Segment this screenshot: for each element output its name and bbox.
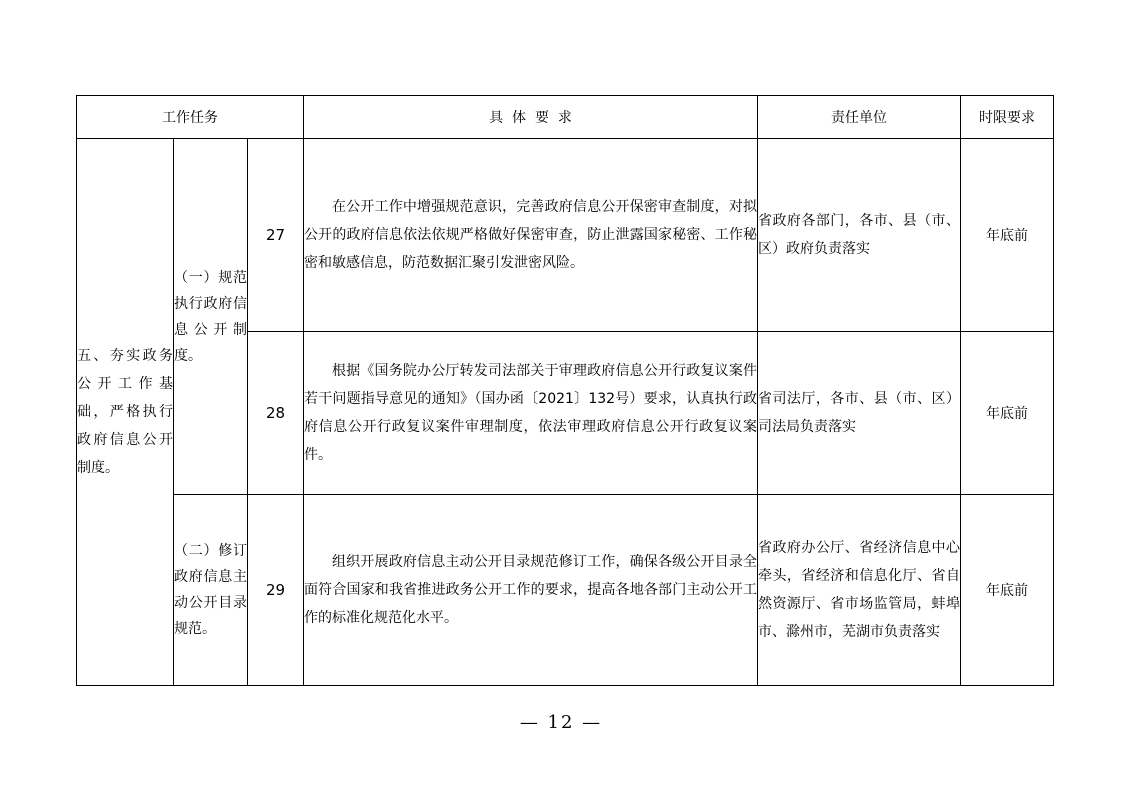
subtask-cell: （二）修订政府信息主动公开目录规范。 <box>174 495 248 686</box>
row-number: 28 <box>248 332 304 495</box>
header-unit: 责任单位 <box>758 96 961 139</box>
page-number: — 12 — <box>519 712 603 733</box>
requirement-text: 根据《国务院办公厅转发司法部关于审理政府信息公开行政复议案件若干问题指导意见的通知》（国办函〔2021〕132号）要求，认真执行政府信息公开行政复议案件审理制度，依法审理政府信息公开行政复议案件。 <box>304 363 757 463</box>
header-task: 工作任务 <box>77 96 304 139</box>
subtask-cell: （一）规范执行政府信息公开制度。 <box>174 139 248 495</box>
requirement-cell <box>304 332 758 495</box>
deadline-cell: 年底前 <box>961 495 1054 686</box>
unit-cell: 省政府各部门，各市、县（市、区）政府负责落实 <box>758 139 961 332</box>
deadline-cell: 年底前 <box>961 332 1054 495</box>
unit-cell: 省司法厅，各市、县（市、区）司法局负责落实 <box>758 332 961 495</box>
requirement-text: 组织开展政府信息主动公开目录规范修订工作，确保各级公开目录全面符合国家和我省推进政务公开工作的要求，提高各地各部门主动公开工作的标准化规范化水平。 <box>304 554 757 626</box>
header-requirement: 具 体 要 求 <box>304 96 758 139</box>
requirement-cell <box>304 139 758 332</box>
table-header-row <box>77 96 1054 139</box>
header-deadline: 时限要求 <box>961 96 1054 139</box>
task-group-cell: 五、夯实政务公开工作基础，严格执行政府信息公开制度。 <box>77 139 174 686</box>
work-plan-table <box>76 95 1054 686</box>
requirement-text: 在公开工作中增强规范意识，完善政府信息公开保密审查制度，对拟公开的政府信息依法依规严格做好保密审查，防止泄露国家秘密、工作秘密和敏感信息，防范数据汇聚引发泄密风险。 <box>304 199 757 271</box>
table-row <box>77 495 1054 686</box>
unit-cell: 省政府办公厅、省经济信息中心牵头，省经济和信息化厅、省自然资源厅、省市场监管局，蚌埠市、滁州市，芜湖市负责落实 <box>758 495 961 686</box>
deadline-cell: 年底前 <box>961 139 1054 332</box>
requirement-cell <box>304 495 758 686</box>
table-row <box>77 139 1054 332</box>
row-number: 29 <box>248 495 304 686</box>
row-number: 27 <box>248 139 304 332</box>
